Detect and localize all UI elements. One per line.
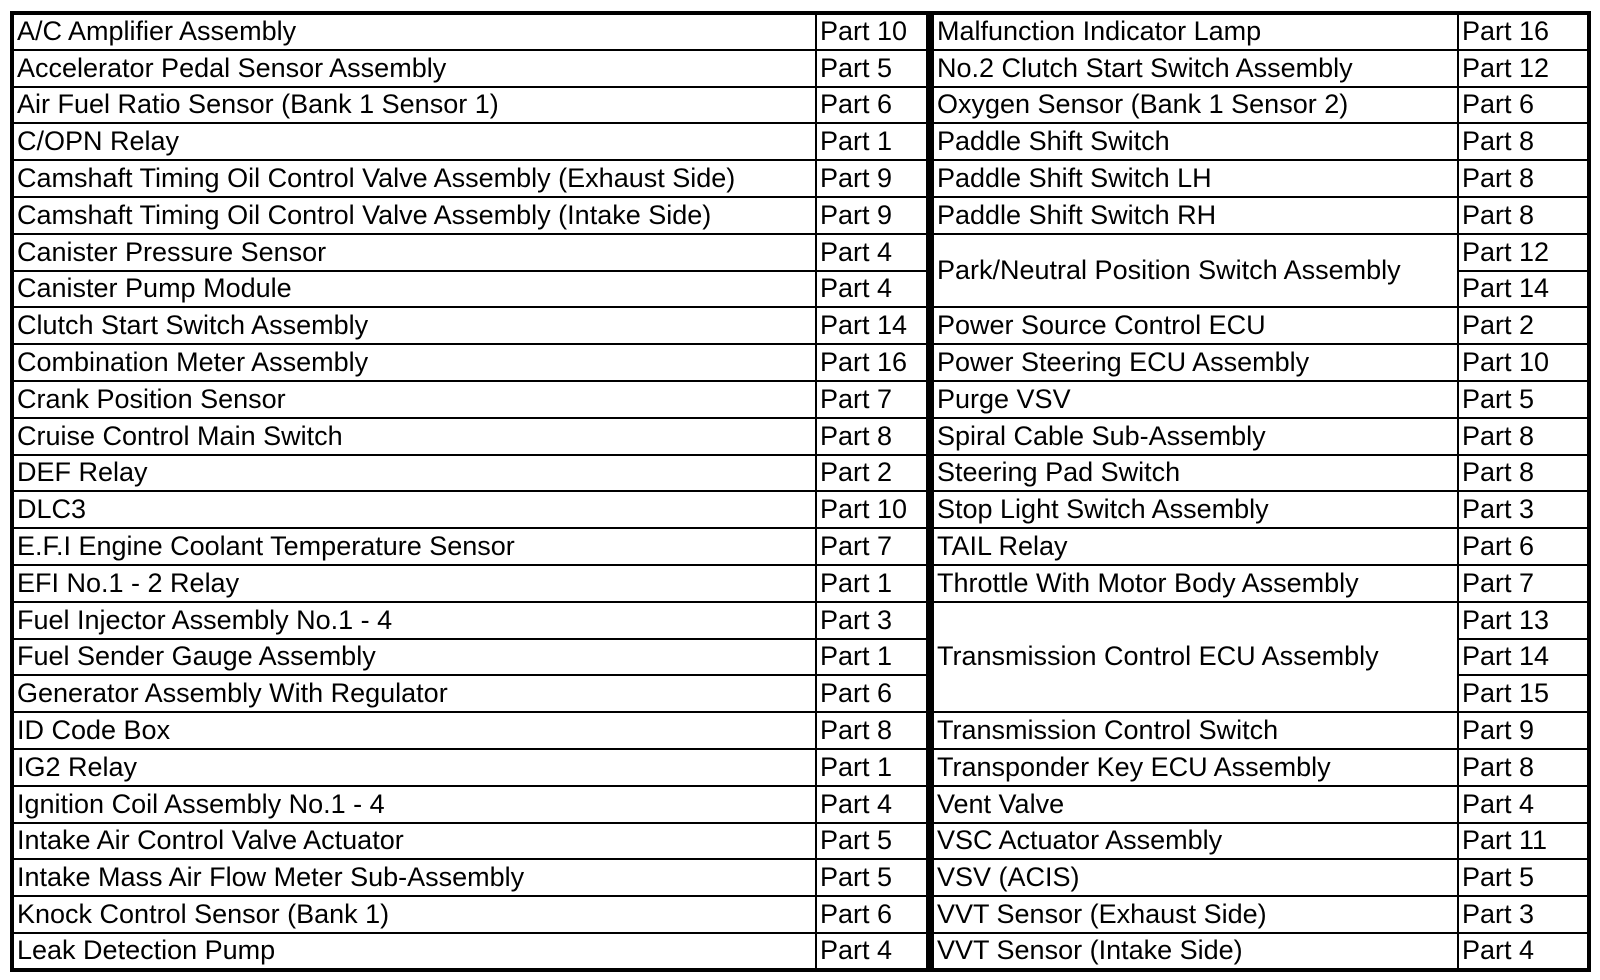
part-reference: Part 1 [816,123,928,160]
table-row [12,418,928,455]
table-row [932,381,1589,418]
component-name: Clutch Start Switch Assembly [12,307,816,344]
part-reference: Part 6 [1458,528,1589,565]
component-name: IG2 Relay [12,749,816,786]
table-row [12,933,928,970]
component-name: Power Source Control ECU [932,307,1458,344]
component-name: Paddle Shift Switch RH [932,197,1458,234]
table-row [932,602,1589,639]
part-reference: Part 8 [1458,455,1589,492]
table-row [932,13,1589,50]
component-name: No.2 Clutch Start Switch Assembly [932,50,1458,87]
table-row [12,712,928,749]
table-row [12,271,928,308]
component-name: Camshaft Timing Oil Control Valve Assembly (Exhaust Side) [12,160,816,197]
part-reference: Part 14 [1458,271,1589,308]
component-name: Intake Mass Air Flow Meter Sub-Assembly [12,859,816,896]
component-name: Vent Valve [932,786,1458,823]
table-row [932,197,1589,234]
table-row [12,234,928,271]
table-row [932,87,1589,124]
part-reference: Part 8 [1458,197,1589,234]
table-row [932,712,1589,749]
table-row [12,749,928,786]
part-reference: Part 6 [1458,87,1589,124]
table-row [932,491,1589,528]
component-name: Generator Assembly With Regulator [12,675,816,712]
part-reference: Part 1 [816,565,928,602]
part-reference: Part 4 [816,933,928,970]
component-name: Purge VSV [932,381,1458,418]
part-reference: Part 9 [816,160,928,197]
component-name: VSC Actuator Assembly [932,823,1458,860]
component-name: Transmission Control ECU Assembly [932,602,1458,712]
right-table-body [932,13,1589,970]
part-reference: Part 5 [816,823,928,860]
part-reference: Part 7 [816,528,928,565]
table-row [12,823,928,860]
part-reference: Part 4 [816,786,928,823]
component-name: Paddle Shift Switch [932,123,1458,160]
component-name: Power Steering ECU Assembly [932,344,1458,381]
component-name: VSV (ACIS) [932,859,1458,896]
component-name: Leak Detection Pump [12,933,816,970]
component-name: ID Code Box [12,712,816,749]
component-name: Steering Pad Switch [932,455,1458,492]
part-reference: Part 1 [816,639,928,676]
component-name: A/C Amplifier Assembly [12,13,816,50]
component-name: Canister Pump Module [12,271,816,308]
component-name: EFI No.1 - 2 Relay [12,565,816,602]
part-reference: Part 5 [1458,859,1589,896]
table-row [12,13,928,50]
component-index [10,11,1589,969]
component-name: Paddle Shift Switch LH [932,160,1458,197]
table-row [12,859,928,896]
table-row [12,602,928,639]
part-reference: Part 12 [1458,234,1589,271]
table-row [932,234,1589,271]
part-reference: Part 8 [1458,160,1589,197]
component-name: Malfunction Indicator Lamp [932,13,1458,50]
component-name: Stop Light Switch Assembly [932,491,1458,528]
part-reference: Part 4 [816,271,928,308]
part-reference: Part 5 [816,859,928,896]
part-reference: Part 10 [816,13,928,50]
table-row [12,786,928,823]
component-name: Spiral Cable Sub-Assembly [932,418,1458,455]
table-row [932,896,1589,933]
part-reference: Part 7 [1458,565,1589,602]
component-name: VVT Sensor (Intake Side) [932,933,1458,970]
table-row [12,639,928,676]
table-row [932,344,1589,381]
part-reference: Part 11 [1458,823,1589,860]
table-row [12,455,928,492]
part-reference: Part 6 [816,896,928,933]
table-row [932,50,1589,87]
part-reference: Part 6 [816,675,928,712]
component-name: Accelerator Pedal Sensor Assembly [12,50,816,87]
component-name: Fuel Sender Gauge Assembly [12,639,816,676]
component-name: Park/Neutral Position Switch Assembly [932,234,1458,308]
table-row [932,455,1589,492]
part-reference: Part 3 [1458,491,1589,528]
table-row [932,823,1589,860]
table-row [12,344,928,381]
part-reference: Part 8 [1458,418,1589,455]
table-row [932,418,1589,455]
part-reference: Part 15 [1458,675,1589,712]
part-reference: Part 8 [816,418,928,455]
component-name: VVT Sensor (Exhaust Side) [932,896,1458,933]
part-reference: Part 4 [1458,786,1589,823]
component-name: C/OPN Relay [12,123,816,160]
component-table-left [10,11,930,972]
table-row [932,786,1589,823]
table-row [12,491,928,528]
part-reference: Part 14 [1458,639,1589,676]
component-name: Transmission Control Switch [932,712,1458,749]
component-name: DLC3 [12,491,816,528]
table-row [932,749,1589,786]
table-row [932,859,1589,896]
table-row [12,381,928,418]
component-name: Intake Air Control Valve Actuator [12,823,816,860]
part-reference: Part 6 [816,87,928,124]
left-table-body [12,13,928,970]
component-name: Fuel Injector Assembly No.1 - 4 [12,602,816,639]
component-name: Combination Meter Assembly [12,344,816,381]
table-row [12,197,928,234]
part-reference: Part 4 [1458,933,1589,970]
component-name: DEF Relay [12,455,816,492]
part-reference: Part 13 [1458,602,1589,639]
part-reference: Part 2 [1458,307,1589,344]
part-reference: Part 3 [816,602,928,639]
table-row [12,565,928,602]
table-row [12,896,928,933]
part-reference: Part 5 [816,50,928,87]
component-name: Oxygen Sensor (Bank 1 Sensor 2) [932,87,1458,124]
part-reference: Part 16 [1458,13,1589,50]
table-row [932,565,1589,602]
part-reference: Part 1 [816,749,928,786]
component-name: Cruise Control Main Switch [12,418,816,455]
component-name: Canister Pressure Sensor [12,234,816,271]
part-reference: Part 8 [1458,749,1589,786]
part-reference: Part 10 [1458,344,1589,381]
part-reference: Part 9 [1458,712,1589,749]
part-reference: Part 2 [816,455,928,492]
part-reference: Part 16 [816,344,928,381]
component-name: Throttle With Motor Body Assembly [932,565,1458,602]
part-reference: Part 10 [816,491,928,528]
component-name: Ignition Coil Assembly No.1 - 4 [12,786,816,823]
table-row [932,160,1589,197]
table-row [12,123,928,160]
table-row [12,307,928,344]
component-name: E.F.I Engine Coolant Temperature Sensor [12,528,816,565]
part-reference: Part 8 [1458,123,1589,160]
component-table-right [930,11,1591,972]
table-row [932,933,1589,970]
part-reference: Part 8 [816,712,928,749]
table-row [932,307,1589,344]
part-reference: Part 3 [1458,896,1589,933]
table-row [12,675,928,712]
table-row [932,528,1589,565]
part-reference: Part 9 [816,197,928,234]
table-row [12,160,928,197]
component-name: Knock Control Sensor (Bank 1) [12,896,816,933]
component-name: Transponder Key ECU Assembly [932,749,1458,786]
part-reference: Part 7 [816,381,928,418]
component-name: TAIL Relay [932,528,1458,565]
part-reference: Part 12 [1458,50,1589,87]
table-row [932,123,1589,160]
part-reference: Part 5 [1458,381,1589,418]
part-reference: Part 4 [816,234,928,271]
table-row [12,528,928,565]
table-row [12,50,928,87]
table-row [12,87,928,124]
component-name: Air Fuel Ratio Sensor (Bank 1 Sensor 1) [12,87,816,124]
component-name: Camshaft Timing Oil Control Valve Assembly (Intake Side) [12,197,816,234]
part-reference: Part 14 [816,307,928,344]
component-name: Crank Position Sensor [12,381,816,418]
